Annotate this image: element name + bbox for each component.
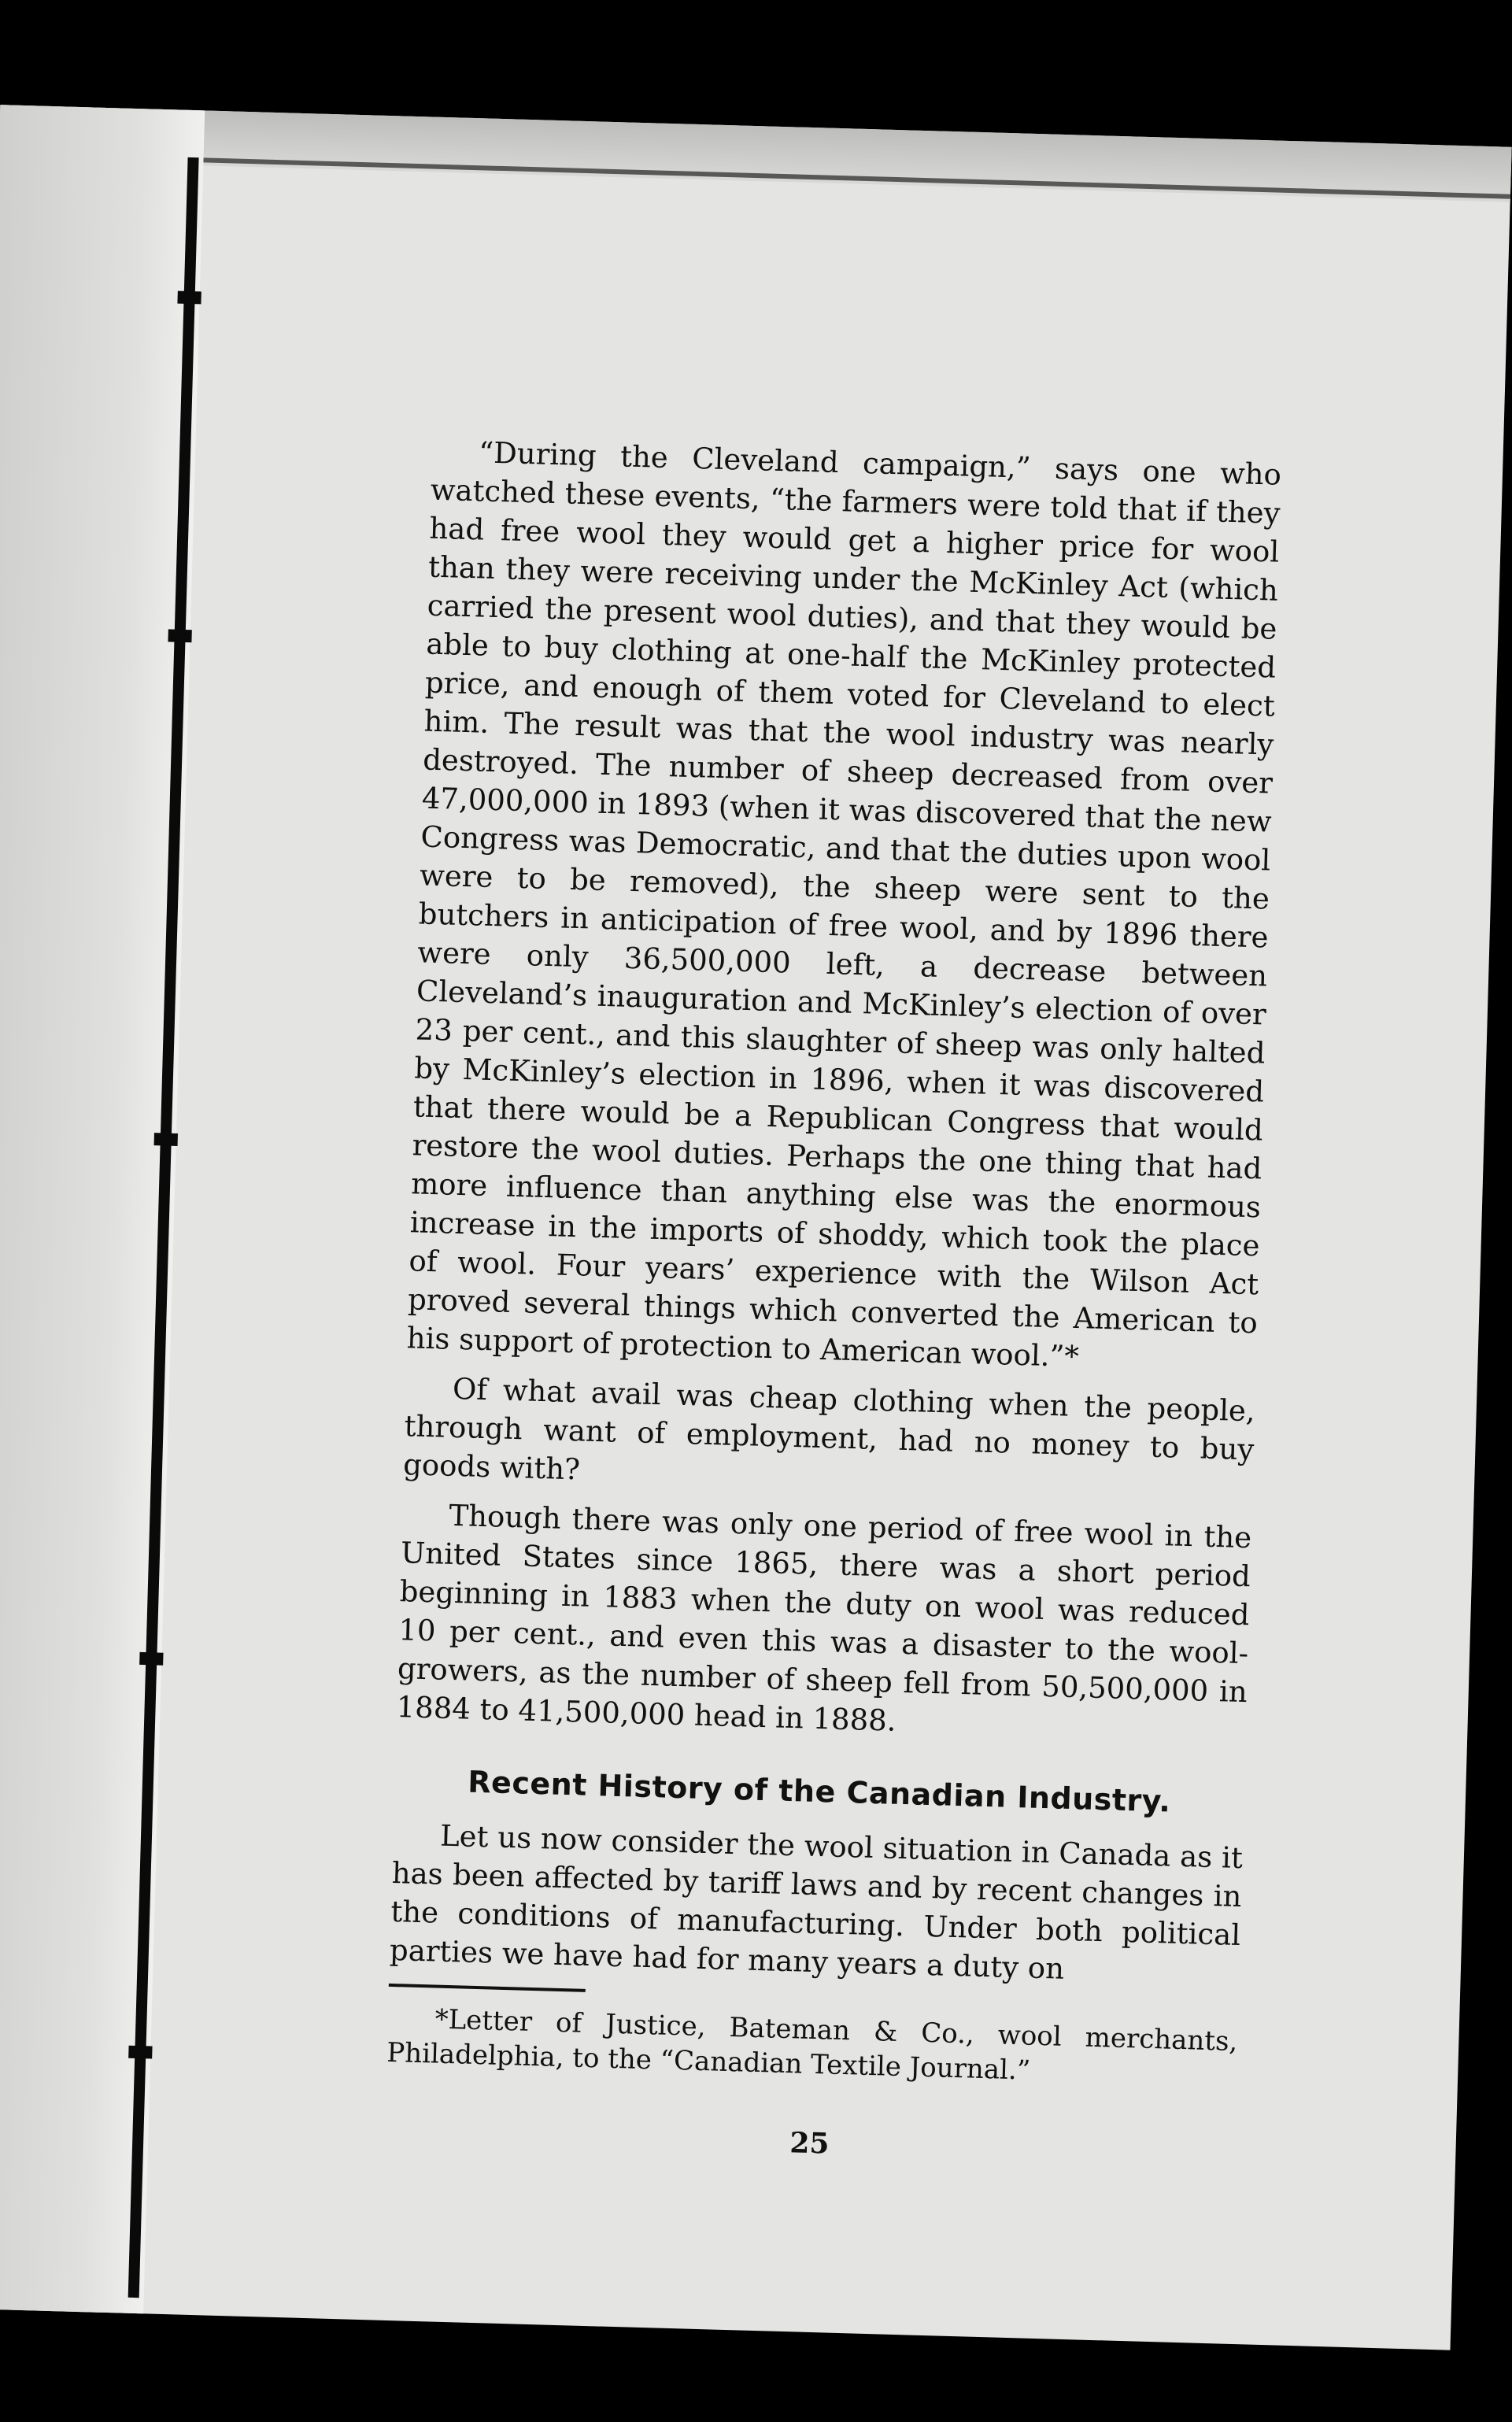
body-text [384,432,1282,2175]
paragraph-cheap-clothing: Of what avail was cheap clothing when the people, through want of employment, had no money to buy goods with? [402,1371,1256,1487]
paragraph-quote: “During the Cleveland campaign,” says one who watched these events, “the farmers were told that if they had free wool they would get a higher price for wool than they were receiving under the McKinley Act (which carried the present wool duties), and that they would be able to buy clothing at one-half the McKinley protected price, and enough of them voted for Cleveland to elect him. The result was that the wool industry was nearly destroyed. The number of sheep decreased from over 47,000,000 in 1893 (when it was discovered that the new Congress was Democratic, and that the duties upon wool were to be removed), the sheep were sent to the butchers in anticipation of free wool, and by 1896 there were only 36,500,000 left, a decrease between Cleveland’s inauguration and McKinley’s election of over 23 per cent., and this slaughter of sheep was only halted by McKinley’s election in 1896, when it was discovered that there would be a Republican Congress that would restore the wool duties. Perhaps the one thing that had more influence than anything else was the enormous increase in the imports of shoddy, which took the place of wool. Four years’ experience with the Wilson Act proved several things which converted the American to his support of protection to American wool.”* [406,435,1282,1374]
binding-stitch [128,2046,152,2059]
paragraph-canadian-wool: Let us now consider the wool situation in Canada as it has been affected by tariff laws and by recent changes in the conditions of manufacturing. Under both political parties we have had for many years a duty on [389,1818,1244,1986]
footnote-divider [389,1984,586,1992]
binding-stitch [177,291,201,305]
binding-margin [0,105,205,2313]
binding-stitch [139,1652,163,1666]
section-heading: Recent History of the Canadian Industry. [467,1764,1172,1819]
binding-stitch [168,629,191,642]
footnote: *Letter of Justice, Bateman & Co., wool merchants, Philadelphia, to the “Canadian Textile Journal.” [386,2003,1238,2087]
page-number: 25 [789,2126,830,2161]
paper-sheet [0,105,1512,2350]
binding-stitch [154,1133,178,1146]
paragraph-free-wool-period: Though there was only one period of free wool in the United States since 1865, there was a short period beginning in 1883 when the duty on wool was reduced 10 per cent., and even this was a disaster to the wool-growers, as the number of sheep fell from 50,500,000 in 1884 to 41,500,000 head in 1888. [396,1498,1252,1738]
